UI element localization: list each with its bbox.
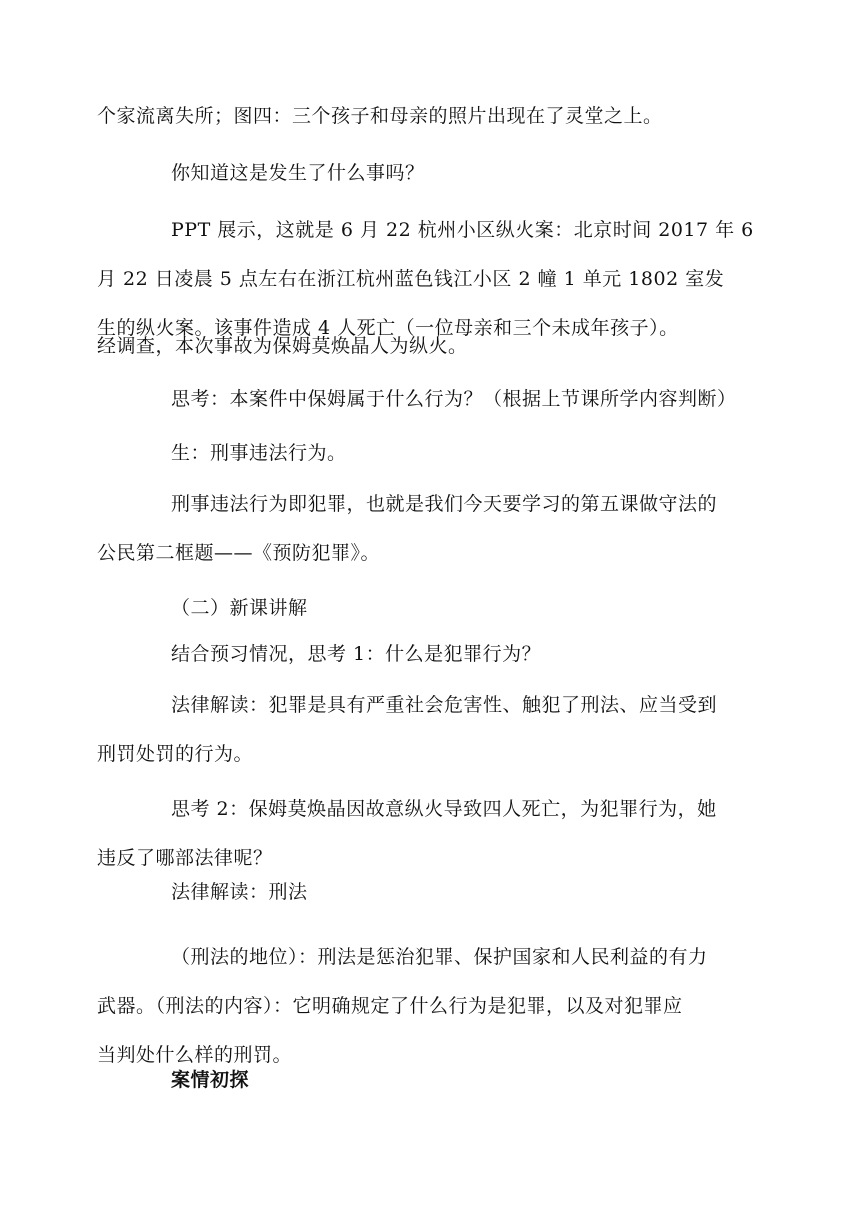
text-line-15: 思考 2：保姆莫焕晶因故意纵火导致四人死亡，为犯罪行为，她 <box>171 798 717 820</box>
text-line-2: 你知道这是发生了什么事吗？ <box>171 162 425 184</box>
text-line-13: 法律解读：犯罪是具有严重社会危害性、触犯了刑法、应当受到 <box>171 694 718 716</box>
text-line-14: 刑罚处罚的行为。 <box>97 743 254 765</box>
text-line-3: PPT 展示，这就是 6 月 22 杭州小区纵火案：北京时间 2017 年 6 <box>171 219 754 241</box>
section-heading-case: 案情初探 <box>171 1069 250 1091</box>
text-line-16: 违反了哪部法律呢？ <box>97 847 273 869</box>
text-line-19: 武器。（刑法的内容）：它明确规定了什么行为是犯罪，以及对犯罪应 <box>97 995 683 1017</box>
text-line-1: 个家流离失所；图四：三个孩子和母亲的照片出现在了灵堂之上。 <box>97 105 663 127</box>
text-line-12: 结合预习情况，思考 1：什么是犯罪行为？ <box>171 643 542 665</box>
text-line-20: 当判处什么样的刑罚。 <box>97 1044 293 1066</box>
text-line-7: 思考：本案件中保姆属于什么行为？（根据上节课所学内容判断） <box>171 388 737 410</box>
text-line-10: 公民第二框题——《预防犯罪》。 <box>97 542 381 564</box>
text-line-4: 月 22 日凌晨 5 点左右在浙江杭州蓝色钱江小区 2 幢 1 单元 1802 室发 <box>97 268 725 290</box>
text-line-9: 刑事违法行为即犯罪，也就是我们今天要学习的第五课做守法的 <box>171 493 718 515</box>
text-line-18: （刑法的地位）：刑法是惩治犯罪、保护国家和人民利益的有力 <box>171 946 708 968</box>
text-line-17: 法律解读：刑法 <box>171 881 308 903</box>
text-line-8: 生：刑事违法行为。 <box>171 442 347 464</box>
section-heading-new-lesson: （二）新课讲解 <box>171 597 308 619</box>
text-line-6: 经调查，本次事故为保姆莫焕晶人为纵火。 <box>97 335 468 357</box>
text-line-5: 生的纵火案。该事件造成 4 人死亡（一位母亲和三个未成年孩子）。 <box>97 317 679 339</box>
